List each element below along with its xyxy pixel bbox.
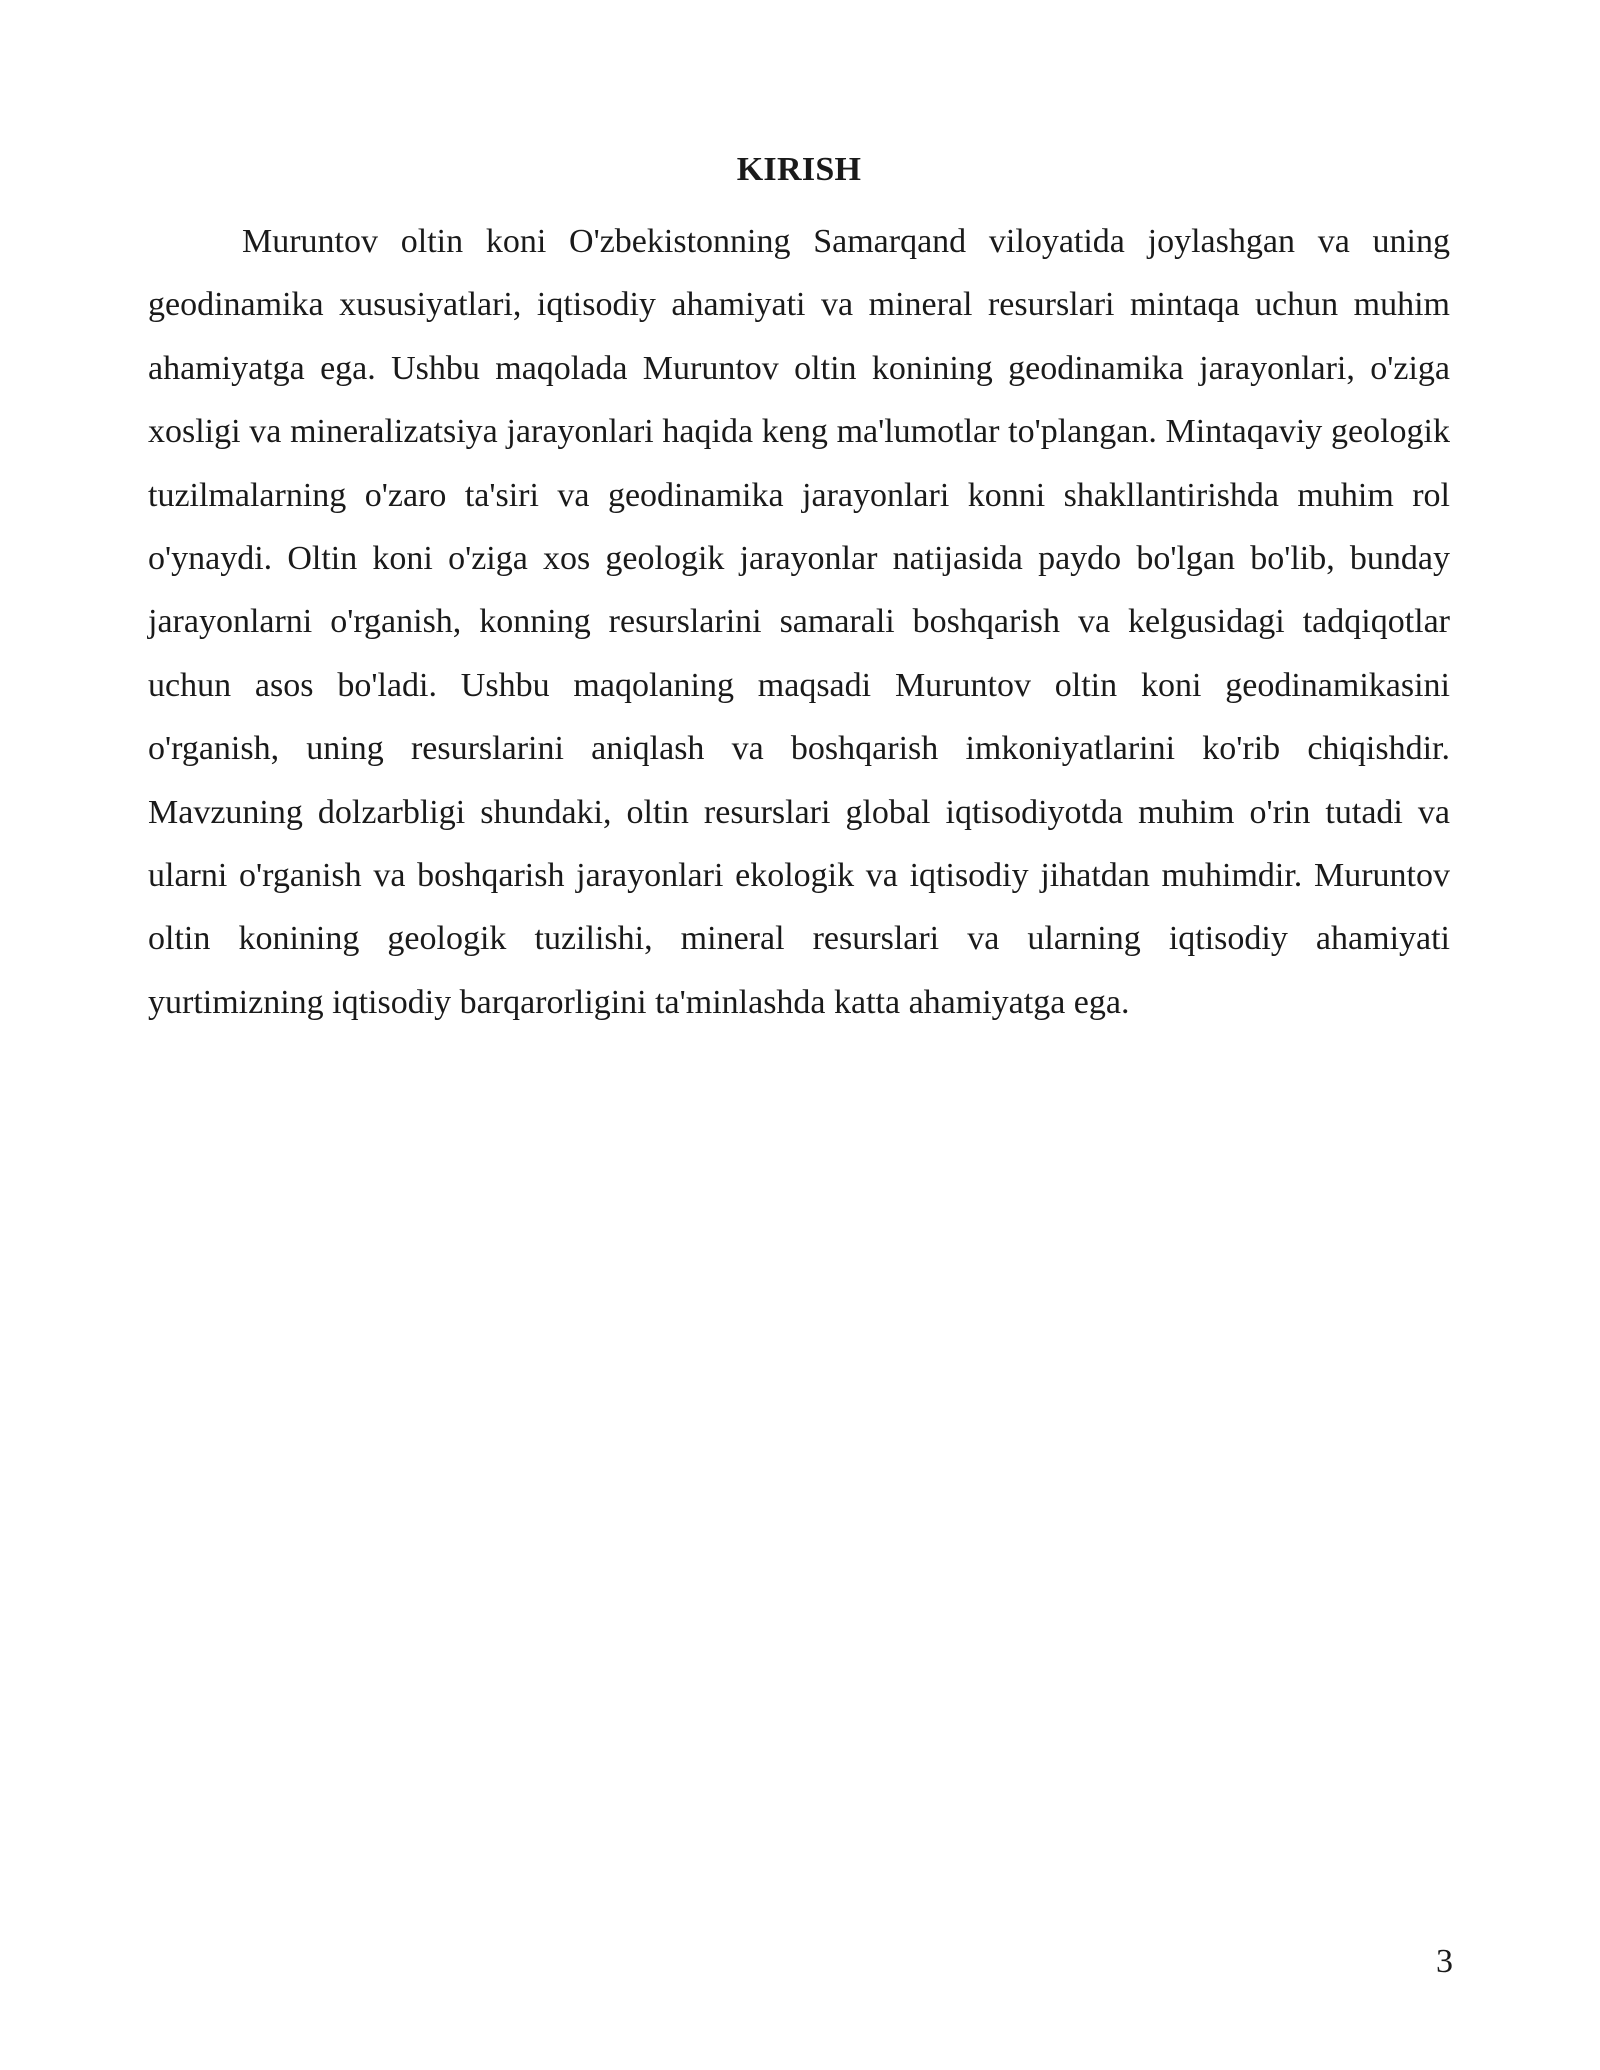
page-content [148,148,1450,1034]
section-heading: KIRISH [736,151,862,188]
page-number: 3 [1436,1943,1453,1980]
body-paragraph: Muruntov oltin koni O'zbekistonning Samarqand viloyatida joylashgan va uning geodinamika xususiyatlari, iqtisodiy ahamiyati va mineral resurslari mintaqa uchun muhim ahamiyatga ega. Ushbu maqolada Muruntov oltin konining geodinamika jarayonlari, o'ziga xosligi va mineralizatsiya jarayonlari haqida keng ma'lumotlar to'plangan. Mintaqaviy geologik tuzilmalarning o'zaro ta'siri va geodinamika jarayonlari konni shakllantirishda muhim rol o'ynaydi. Oltin koni o'ziga xos geologik jarayonlar natijasida paydo bo'lgan bo'lib, bunday jarayonlarni o'rganish, konning resurslarini samarali boshqarish va kelgusidagi tadqiqotlar uchun asos bo'ladi. Ushbu maqolaning maqsadi Muruntov oltin koni geodinamikasini o'rganish, uning resurslarini aniqlash va boshqarish imkoniyatlarini ko'rib chiqishdir. Mavzuning dolzarbligi shundaki, oltin resurslari global iqtisodiyotda muhim o'rin tutadi va ularni o'rganish va boshqarish jarayonlari ekologik va iqtisodiy jihatdan muhimdir. Muruntov oltin konining geologik tuzilishi, mineral resurslari va ularning iqtisodiy ahamiyati yurtimizning iqtisodiy barqarorligini ta'minlashda katta ahamiyatga ega. [148,223,1450,1021]
